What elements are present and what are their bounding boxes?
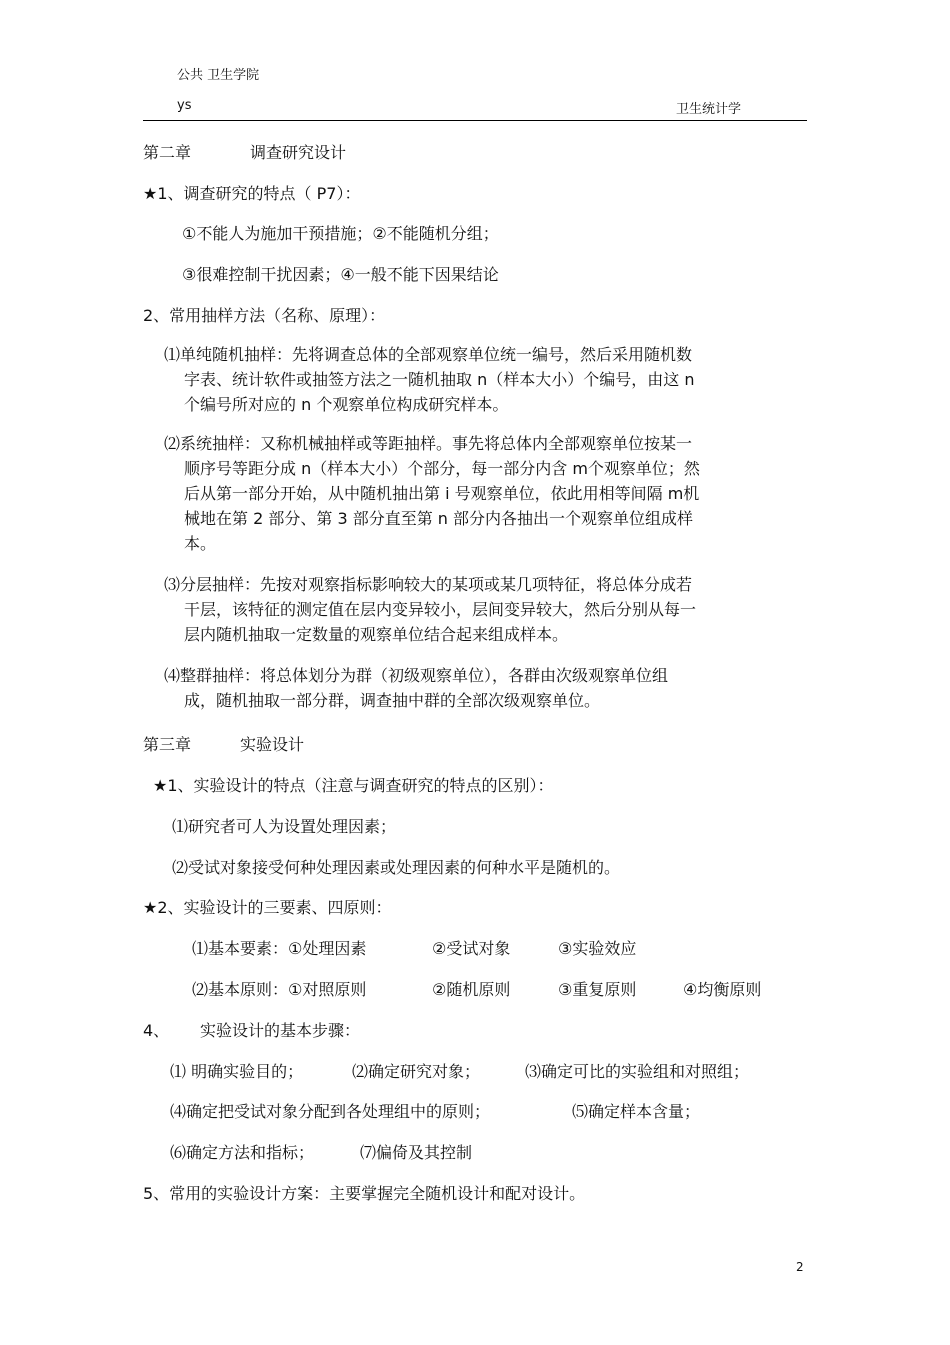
ch2-q1-line-1: ①不能人为施加干预措施；②不能随机分组； [182, 224, 499, 243]
ch2-question-1: ★1、调查研究的特点（ P7）： [143, 184, 361, 203]
ch3-question-4-title: 实验设计的基本步骤： [200, 1021, 361, 1040]
ch2-q1-line-2: ③很难控制干扰因素；④一般不能下因果结论 [182, 265, 499, 284]
paragraph-line: 层内随机抽取一定数量的观察单位结合起来组成样本。 [184, 625, 569, 644]
ch3-q1-line-2: ⑵受试对象接受何种处理因素或处理因素的何种水平是随机的。 [172, 858, 621, 877]
ch3-question-2: ★2、实验设计的三要素、四原则： [143, 898, 392, 917]
step-4: ⑷确定把受试对象分配到各处理组中的原则； [170, 1102, 491, 1121]
step-2: ⑵确定研究对象； [352, 1062, 481, 1081]
principle-2: ②随机原则 [432, 980, 511, 999]
ch3-question-1: ★1、实验设计的特点（注意与调查研究的特点的区别）： [153, 776, 554, 795]
chapter-2-title: 调查研究设计 [250, 143, 347, 162]
paragraph-line: ⑴单纯随机抽样：先将调查总体的全部观察单位统一编号，然后采用随机数 [164, 345, 693, 364]
paragraph-line: 本。 [184, 534, 217, 553]
step-7: ⑺偏倚及其控制 [360, 1143, 473, 1162]
principle-3: ③重复原则 [558, 980, 637, 999]
elements-label: ⑴基本要素：①处理因素 [192, 939, 367, 958]
page-number: 2 [796, 1260, 804, 1274]
paragraph-line: 个编号所对应的 n 个观察单位构成研究样本。 [184, 395, 509, 414]
step-1: ⑴ 明确实验目的； [170, 1062, 304, 1081]
ch3-question-4-number: 4、 [143, 1021, 170, 1040]
principle-4: ④均衡原则 [683, 980, 762, 999]
header-school: 公共 卫生学院 [177, 68, 260, 83]
header-left: ys [177, 98, 192, 113]
paragraph-line: 干层，该特征的测定值在层内变异较小，层间变异较大，然后分别从每一 [184, 600, 697, 619]
paragraph-line: 成，随机抽取一部分群，调查抽中群的全部次级观察单位。 [184, 691, 601, 710]
ch3-q1-line-1: ⑴研究者可人为设置处理因素； [172, 817, 397, 836]
header-course: 卫生统计学 [676, 102, 742, 117]
paragraph-line: ⑵系统抽样：又称机械抽样或等距抽样。事先将总体内全部观察单位按某一 [164, 434, 693, 453]
chapter-3-title: 实验设计 [240, 735, 305, 754]
step-6: ⑹确定方法和指标； [170, 1143, 315, 1162]
step-3: ⑶确定可比的实验组和对照组； [525, 1062, 750, 1081]
chapter-3-number: 第三章 [143, 735, 192, 754]
step-5: ⑸确定样本含量； [572, 1102, 701, 1121]
paragraph-line: 顺序号等距分成 n（样本大小）个部分，每一部分内含 m个观察单位；然 [184, 459, 700, 478]
paragraph-line: ⑶分层抽样：先按对观察指标影响较大的某项或某几项特征，将总体分成若 [164, 575, 693, 594]
cluster-sampling [164, 663, 668, 713]
paragraph-line: 后从第一部分开始，从中随机抽出第 i 号观察单位，依此用相等间隔 m机 [184, 484, 700, 503]
chapter-2-number: 第二章 [143, 143, 192, 162]
ch2-question-2: 2、常用抽样方法（名称、原理）： [143, 306, 386, 325]
element-2: ②受试对象 [432, 939, 511, 958]
principles-label: ⑵基本原则：①对照原则 [192, 980, 367, 999]
ch3-question-5: 5、常用的实验设计方案：主要掌握完全随机设计和配对设计。 [143, 1184, 586, 1203]
paragraph-line: ⑷整群抽样：将总体划分为群（初级观察单位），各群由次级观察单位组 [164, 666, 669, 685]
paragraph-line: 字表、统计软件或抽签方法之一随机抽取 n（样本大小）个编号，由这 n [184, 370, 695, 389]
paragraph-line: 械地在第 2 部分、第 3 部分直至第 n 部分内各抽出一个观察单位组成样 [184, 509, 694, 528]
stratified-sampling [164, 572, 696, 647]
element-3: ③实验效应 [558, 939, 637, 958]
header-rule [143, 120, 807, 121]
simple-random-sampling [164, 342, 694, 417]
systematic-sampling [164, 431, 700, 556]
